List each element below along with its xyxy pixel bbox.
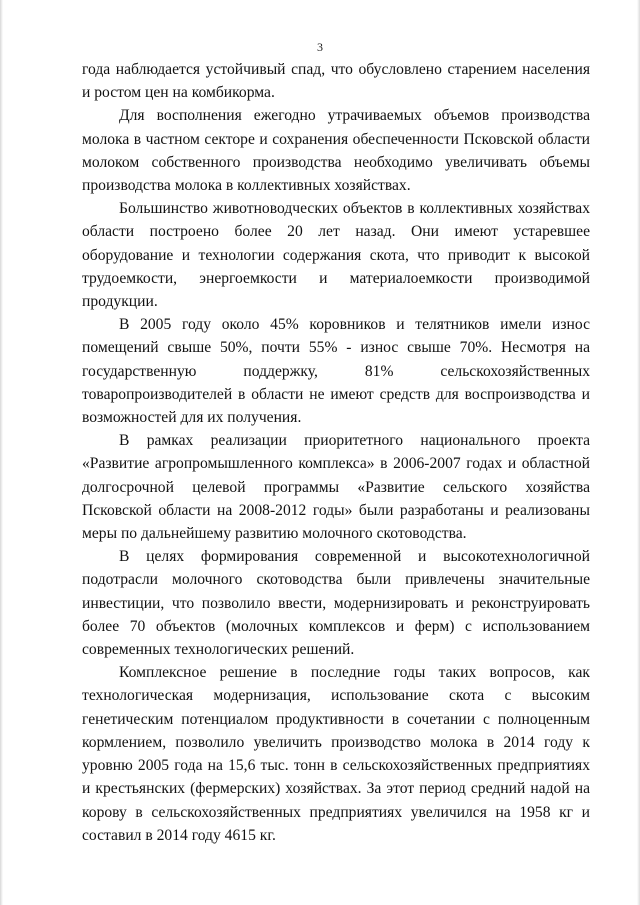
paragraph-continuation: года наблюдается устойчивый спад, что обусловлено старением населения и ростом цен на комбикорма. (82, 61, 590, 102)
paragraph: В целях формирования современной и высокотехнологичной подотрасли молочного скотоводства были привлечены значительные инвестиции, что позволило ввести, модернизировать и реконструировать более 70 объектов (молочных комплексов и ферм) с использованием современных технологических решений. (82, 548, 590, 659)
paragraph: Большинство животноводческих объектов в коллективных хозяйствах области построено более 20 лет назад. Они имеют устаревшее оборудование и технологии содержания скота, что приводит к высокой трудоемкости, энергоемкости и материалоемкости производимой продукции. (82, 200, 590, 311)
paragraph: Комплексное решение в последние годы таких вопросов, как технологическая модернизация, использование скота с высоким генетическим потенциалом продуктивности в сочетании с полноценным кормлением, позволило увеличить производство молока в 2014 году к уровню 2005 года на 15,6 тыс. тонн в сельскохозяйственных предприятиях и крестьянских (фермерских) хозяйствах. За этот период средний надой на корову в сельскохозяйственных предприятиях увеличился на 1958 кг и составил в 2014 году 4615 кг. (82, 664, 590, 844)
paragraph: Для восполнения ежегодно утрачиваемых объемов производства молока в частном секторе и сохранения обеспеченности Псковской области молоком собственного производства необходимо увеличивать объемы производства молока в коллективных хозяйствах. (82, 107, 590, 195)
paragraph: В рамках реализации приоритетного национального проекта «Развитие агропромышленного комплекса» в 2006-2007 годах и областной долгосрочной целевой программы «Развитие сельского хозяйства Псковской области на 2008-2012 годы» были разработаны и реализованы меры по дальнейшему развитию молочного скотоводства. (82, 432, 590, 543)
scan-edge-left (0, 0, 3, 905)
page-number: 3 (317, 40, 323, 54)
body-text (82, 58, 590, 847)
paragraph: В 2005 году около 45% коровников и телятников имели износ помещений свыше 50%, почти 55% - износ свыше 70%. Несмотря на государственную поддержку, 81% сельскохозяйственных товаропроизводителей в области не имеют средств для воспроизводства и возможностей для их получения. (82, 316, 590, 427)
